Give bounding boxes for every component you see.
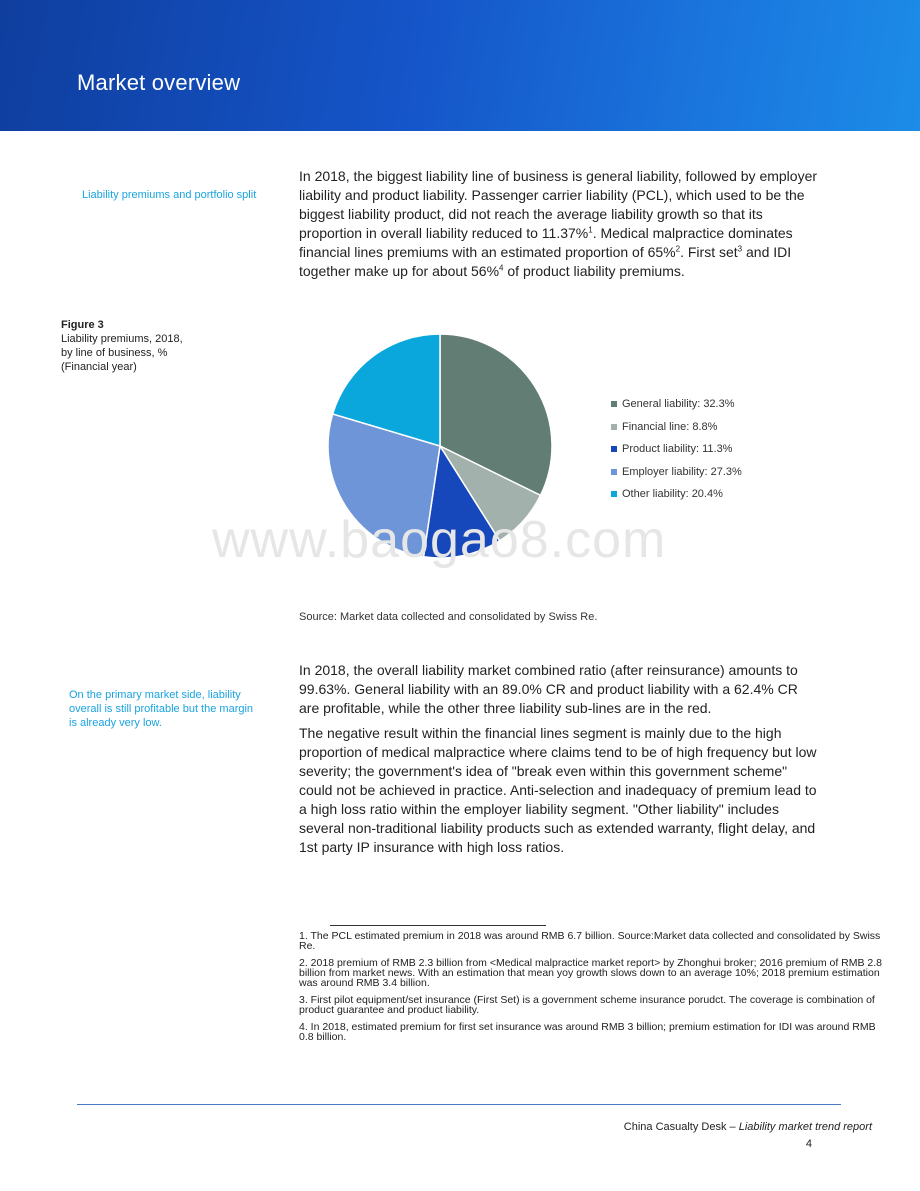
- legend-swatch: [611, 424, 617, 430]
- intro-section: [299, 167, 819, 287]
- figure-label: Figure 3: [61, 319, 104, 331]
- legend-label: Other liability: 20.4%: [622, 488, 723, 501]
- legend-item: [611, 461, 742, 484]
- legend-swatch: [611, 401, 617, 407]
- footnote-divider: [330, 925, 546, 926]
- analysis-section: [299, 661, 819, 863]
- legend-item: [611, 393, 742, 416]
- figure-caption: [61, 318, 231, 374]
- footer-publisher: China Casualty Desk –: [623, 1121, 739, 1133]
- figure-source: Source: Market data collected and consolidated by Swiss Re.: [299, 611, 598, 623]
- footer-report-name: Liability market trend report: [738, 1121, 872, 1133]
- figure-caption-line3: (Financial year): [61, 361, 137, 373]
- figure-caption-line2: by line of business, %: [61, 347, 168, 359]
- footnote-3: 3. First pilot equipment/set insurance (First Set) is a government scheme insurance porudct. The coverage is combination of product guarantee and product liability.: [299, 994, 875, 1016]
- intro-paragraph: In 2018, the biggest liability line of business is general liability, followed by employer liability and product liability. Passenger carrier liability (PCL), which used to be the biggest liability product, did not reach the average liability growth so that its proportion in overall liability reduced to 11.37%$^1$. Medical malpractice dominates financial lines premiums with an estimated proportion of 65%$^2$. First set$^3$ and IDI together make up for about 56%$^4$ of product liability premiums.: [299, 168, 818, 279]
- legend-label: General liability: 32.3%: [622, 398, 735, 411]
- legend-item: [611, 416, 742, 439]
- side-note-profitability: On the primary market side, liability overall is still profitable but the margin is already very low.: [69, 689, 254, 729]
- footer-divider: [77, 1104, 841, 1105]
- legend-item: [611, 483, 742, 506]
- legend-label: Employer liability: 27.3%: [622, 465, 742, 478]
- footnote-ref-2[interactable]: 2: [675, 244, 681, 254]
- legend-item: [611, 438, 742, 461]
- legend-swatch: [611, 491, 617, 497]
- figure-caption-line1: Liability premiums, 2018,: [61, 333, 183, 345]
- legend-swatch: [611, 469, 617, 475]
- analysis-paragraph-2: The negative result within the financial lines segment is mainly due to the high proportion of medical malpractice where claims tend to be of high frequency but low severity; the government's idea of "break even within this government scheme" could not be achieved in practice. Anti-selection and inadequacy of premium lead to a high loss ratio within the employer liability segment. "Other liability" includes several non-traditional liability products such as extended warranty, flight delay, and 1st party IP insurance with high loss ratios.: [299, 725, 817, 855]
- footnote-ref-4[interactable]: 4: [499, 263, 504, 273]
- page-title: Market overview: [77, 70, 241, 95]
- footnotes: [299, 931, 891, 1049]
- legend-label: Financial line: 8.8%: [622, 420, 718, 433]
- chart-legend: [611, 393, 742, 506]
- footnote-ref-3[interactable]: 3: [737, 244, 743, 254]
- watermark: www.baogao8.com: [212, 511, 667, 569]
- footer-title: [624, 1121, 872, 1133]
- footnote-ref-1[interactable]: 1: [588, 225, 593, 235]
- analysis-paragraph-1: In 2018, the overall liability market combined ratio (after reinsurance) amounts to 99.63%. General liability with an 89.0% CR and product liability with a 62.4% CR are profitable, while the other three liability sub-lines are in the red.: [299, 662, 798, 716]
- legend-label: Product liability: 11.3%: [622, 443, 733, 456]
- page-number: 4: [805, 1138, 812, 1150]
- side-note-portfolio: Liability premiums and portfolio split: [82, 189, 257, 201]
- header-banner: [0, 0, 920, 131]
- footnote-1: 1. The PCL estimated premium in 2018 was around RMB 6.7 billion. Source:Market data collected and consolidated by Swiss Re.: [299, 930, 881, 952]
- footnote-2: 2. 2018 premium of RMB 2.3 billion from <Medical malpractice market report> by Zhonghui broker; 2016 premium of RMB 2.8 billion from market news. With an estimation that mean yoy growth slows down to an average 10%; 2018 premium estimation was around RMB 3.4 billion.: [299, 957, 883, 989]
- footnote-4: 4. In 2018, estimated premium for first set insurance was around RMB 3 billion; premium estimation for IDI was around RMB 0.8 billion.: [299, 1021, 876, 1043]
- legend-swatch: [611, 446, 617, 452]
